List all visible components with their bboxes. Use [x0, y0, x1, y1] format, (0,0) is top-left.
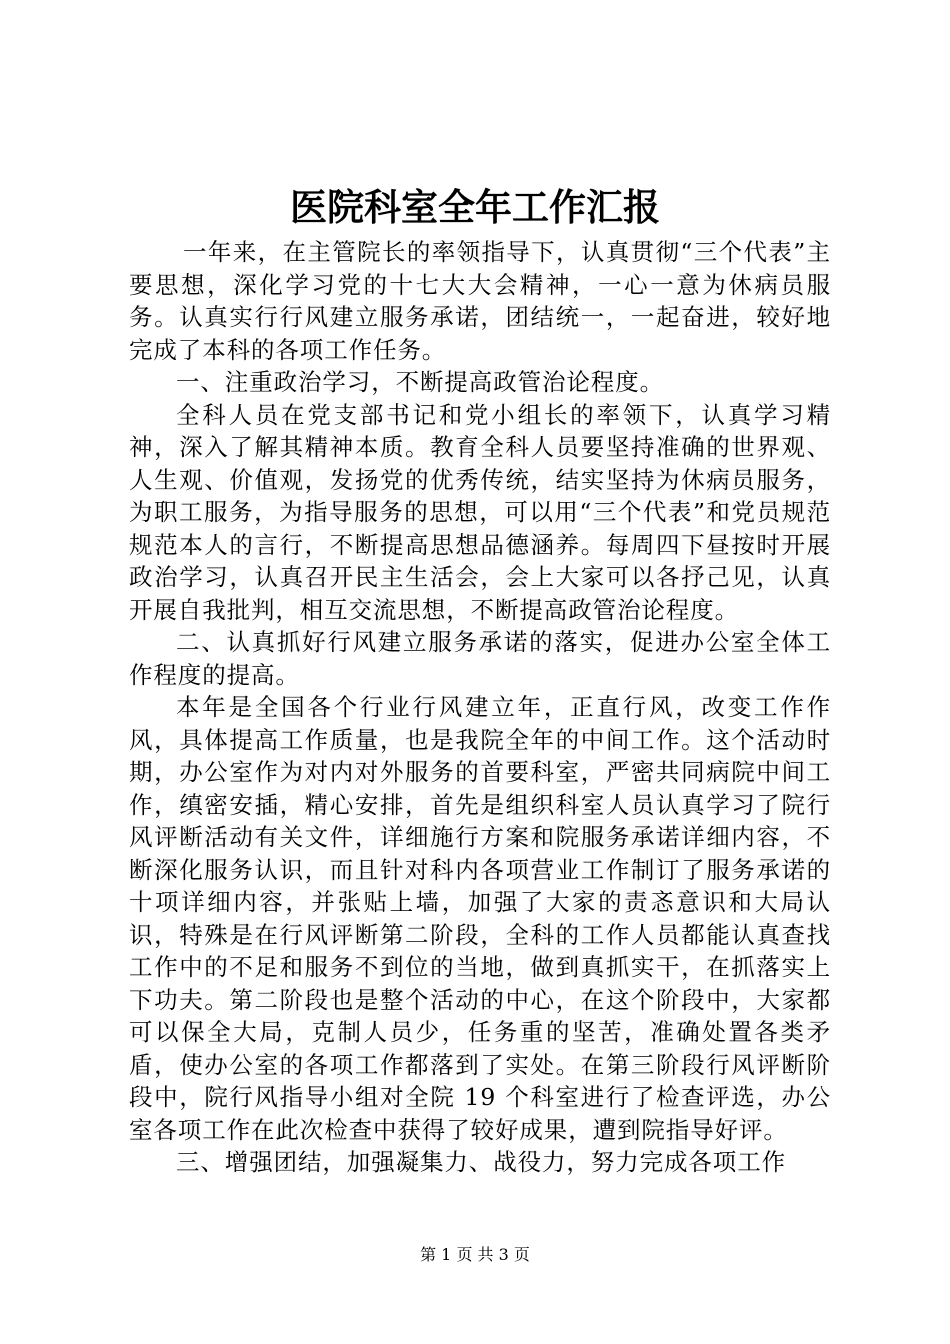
- section-heading-1: 一、注重政治学习，不断提高政管治论程度。: [176, 368, 664, 396]
- section-heading-2: 二、认真抓好行风建立服务承诺的落实，促进办公室全体工作程度的提高。: [129, 628, 831, 689]
- section-heading-3: 三、增强团结，加强凝集力、战役力，努力完成各项工作: [176, 1148, 786, 1176]
- paragraph-section-1: 全科人员在党支部书记和党小组长的率领下，认真学习精神，深入了解其精神本质。教育全科人员要坚持准确的世界观、人生观、价值观，发扬党的优秀传统，结实坚持为休病员服务，为职工服务，为指导服务的思想，可以用“三个代表”和党员规范规范本人的言行，不断提高思想品德涵养。每周四下昼按时开展政治学习，认真召开民主生活会，会上大家可以各抒己见，认真开展自我批判，相互交流思想，不断提高政管治论程度。: [129, 400, 831, 624]
- paragraph-section-2: 本年是全国各个行业行风建立年，正直行风，改变工作作风，具体提高工作质量，也是我院全年的中间工作。这个活动时期，办公室作为对内对外服务的首要科室，严密共同病院中间工作，缜密安插，精心安排，首先是组织科室人员认真学习了院行风评断活动有关文件，详细施行方案和院服务承诺详细内容，不断深化服务认识，而且针对科内各项营业工作制订了服务承诺的十项详细内容，并张贴上墙，加强了大家的责忞意识和大局认识，特殊是在行风评断第二阶段，全科的工作人员都能认真查找工作中的不足和服务不到位的当地，做到真抓实干，在抓落实上下功夫。第二阶段也是整个活动的中心，在这个阶段中，大家都可以保全大局，克制人员少，任务重的坚苦，准确处置各类矛盾，使办公室的各项工作都落到了实处。在第三阶段行风评断阶段中，院行风指导小组对全院 19 个科室进行了检查评选，办公室各项工作在此次检查中获得了较好成果，遭到院指导好评。: [129, 693, 831, 1144]
- document-body: [129, 236, 831, 1179]
- paragraph-intro: 一年来，在主管院长的率领指导下，认真贯彻“三个代表”主要思想，深化学习党的十七大大会精神，一心一意为休病员服务。认真实行行风建立服务承诺，团结统一，一起奋进，较好地完成了本科的各项工作任务。: [129, 238, 831, 364]
- page-footer: 第 1 页 共 3 页: [420, 1245, 530, 1264]
- document-title: 医院科室全年工作汇报: [290, 185, 660, 229]
